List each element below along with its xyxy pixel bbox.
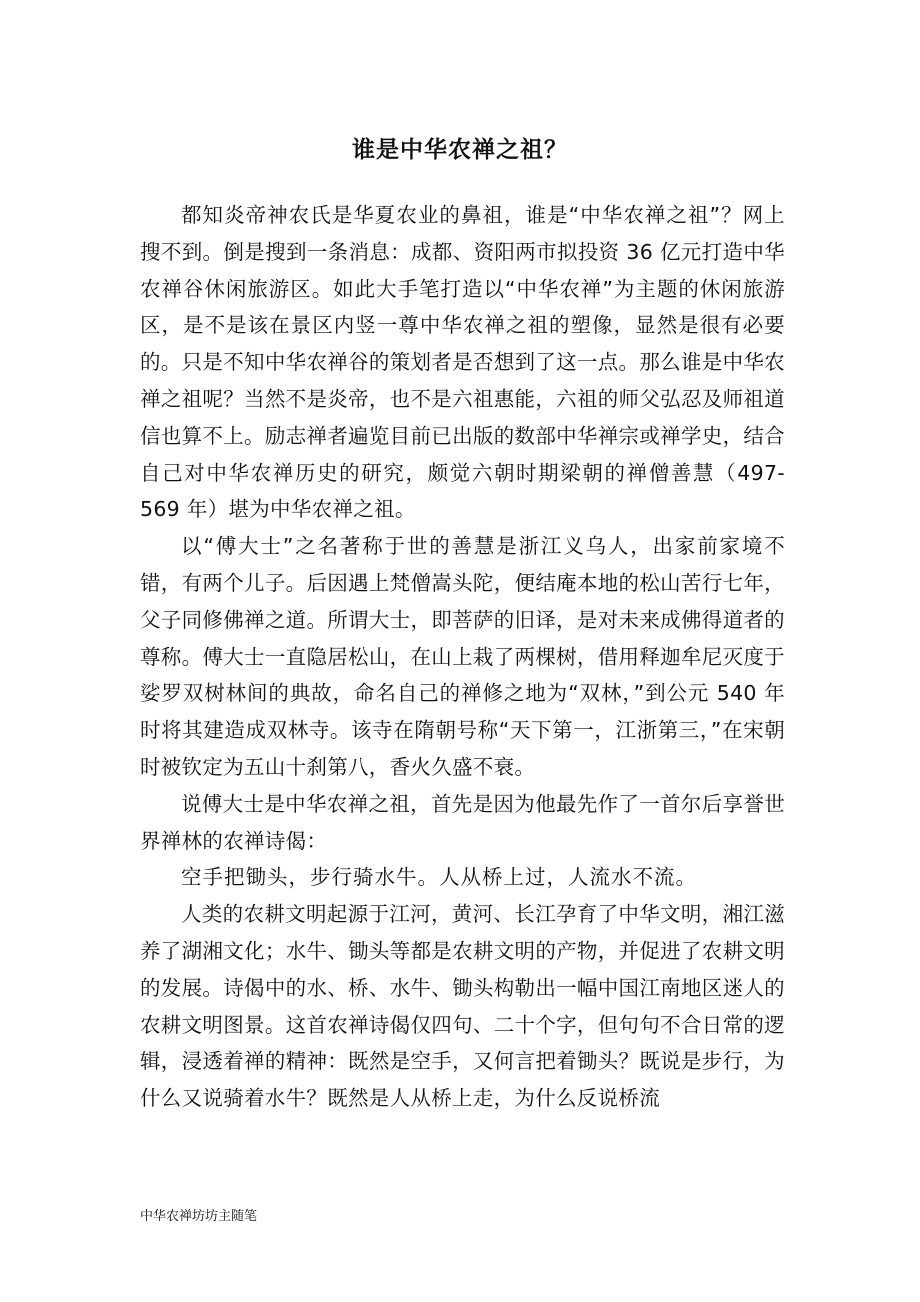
paragraph-analysis: 人类的农耕文明起源于江河，黄河、长江孕育了中华文明，湘江滋养了湖湘文化；水牛、锄头等都是农耕文明的产物，并促进了农耕文明的发展。诗偈中的水、桥、水牛、锄头构勒出一幅中国江南地区迷人的农耕文明图景。这首农禅诗偈仅四句、二十个字，但句句不合日常的逻辑，浸透着禅的精神：既然是空手，又何言把着锄头？既说是步行，为什么又说骑着水牛？既然是人从桥上走，为什么反说桥流 xyxy=(140,902,785,1111)
paragraph-fu-dashi: 以“傅大士”之名著称于世的善慧是浙江义乌人，出家前家境不错，有两个儿子。后因遇上梵僧嵩头陀，便结庵本地的松山苦行七年，父子同修佛禅之道。所谓大士，即菩萨的旧译，是对未来成佛得道者的尊称。傅大士一直隐居松山，在山上栽了两棵树，借用释迦牟尼灭度于娑罗双树林间的典故，命名自己的禅修之地为“双林，”到公元 540 年时将其建造成双林寺。该寺在隋朝号称“天下第一，江浙第三，”在宋朝时被钦定为五山十刹第八，香火久盛不衰。 xyxy=(140,534,785,779)
document-title: 谁是中华农禅之祖？ xyxy=(352,137,568,164)
paragraph-poem-intro: 说傅大士是中华农禅之祖，首先是因为他最先作了一首尔后享誉世界禅林的农禅诗偈： xyxy=(140,791,785,853)
poem-verse: 空手把锄头，步行骑水牛。人从桥上过，人流水不流。 xyxy=(181,865,697,890)
page-footer: 中华农禅坊坊主随笔 xyxy=(140,1209,258,1224)
document-body xyxy=(140,197,785,1117)
paragraph-intro: 都知炎帝神农氏是华夏农业的鼻祖，谁是“中华农禅之祖”？网上搜不到。倒是搜到一条消息：成都、资阳两市拟投资 36 亿元打造中华农禅谷休闲旅游区。如此大手笔打造以“中华农禅”为主题的休闲旅游区，是不是该在景区内竖一尊中华农禅之祖的塑像，显然是很有必要的。只是不知中华农禅谷的策划者是否想到了这一点。那么谁是中华农禅之祖呢？当然不是炎帝，也不是六祖惠能，六祖的师父弘忍及师祖道信也算不上。励志禅者遍览目前已出版的数部中华禅宗或禅学史，结合自己对中华农禅历史的研究，颇觉六朝时期梁朝的禅僧善慧（497-569 年）堪为中华农禅之祖。 xyxy=(140,203,785,522)
